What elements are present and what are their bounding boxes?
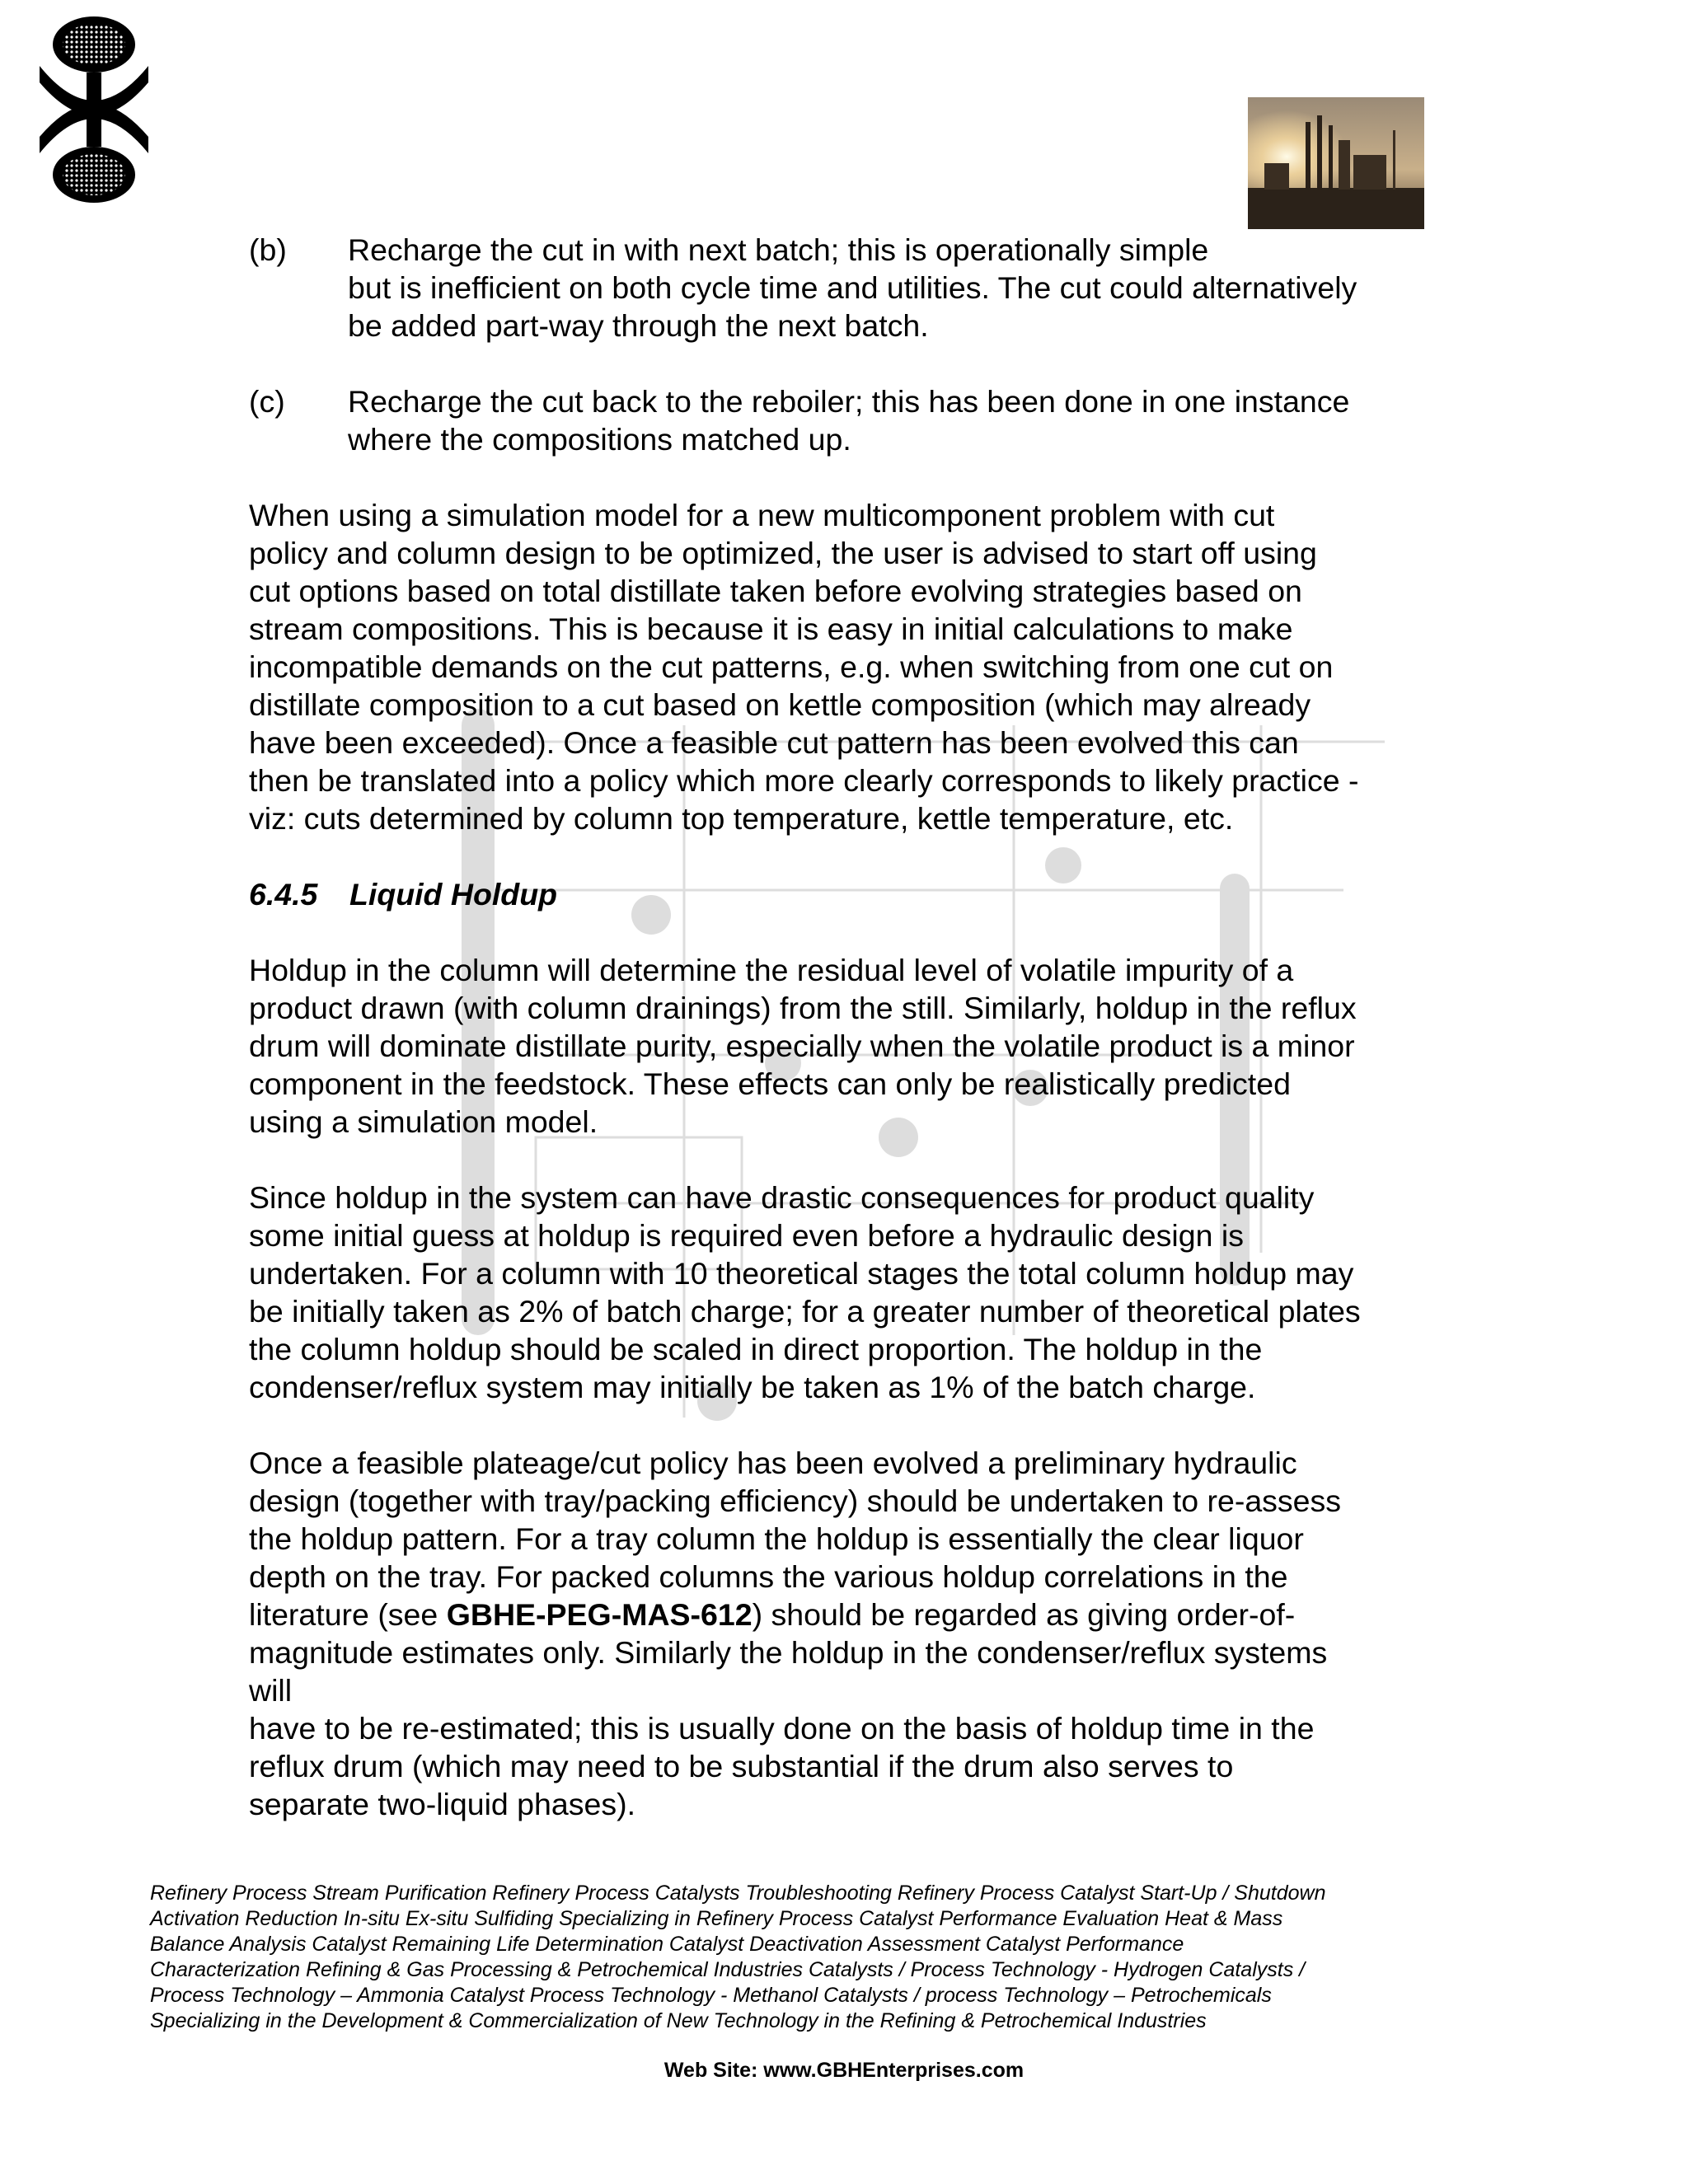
text-line: be added part-way through the next batch. — [348, 308, 929, 343]
text-line: distillate composition to a cut based on kettle composition (which may already — [249, 687, 1311, 722]
text-line: design (together with tray/packing efficiency) should be undertaken to re-assess — [249, 1483, 1342, 1518]
text-line: Once a feasible plateage/cut policy has been evolved a preliminary hydraulic — [249, 1446, 1297, 1480]
text-line: undertaken. For a column with 10 theoretical stages the total column holdup may — [249, 1256, 1354, 1291]
text-line: policy and column design to be optimized, the user is advised to start off using — [249, 536, 1317, 570]
gbh-logo-icon — [35, 15, 153, 204]
section-heading — [249, 875, 1452, 913]
text-line-reference — [249, 1596, 1452, 1633]
footer-services — [150, 1881, 1469, 2034]
text-line: cut options based on total distillate taken before evolving strategies based on — [249, 574, 1302, 608]
text-run: literature (see — [249, 1597, 447, 1632]
list-marker: (b) — [249, 232, 287, 267]
text-line: condenser/reflux system may initially be taken as 1% of the batch charge. — [249, 1370, 1256, 1404]
text-line: be initially taken as 2% of batch charge; for a greater number of theoretical plates — [249, 1294, 1361, 1329]
text-line: magnitude estimates only. Similarly the holdup in the condenser/reflux systems — [249, 1635, 1328, 1670]
paragraph-holdup-intro — [249, 951, 1452, 1141]
paragraph-simulation — [249, 496, 1452, 837]
footer-line: Refinery Process Stream Purification Refinery Process Catalysts Troubleshooting Refinery Process Catalyst Start-Up / Shutdown — [150, 1882, 1326, 1905]
footer-line: Specializing in the Development & Commercialization of New Technology in the Refining & Petrochemical Industries — [150, 2009, 1207, 2032]
text-line: incompatible demands on the cut patterns, e.g. when switching from one cut on — [249, 649, 1334, 684]
text-line: have been exceeded). Once a feasible cut pattern has been evolved this can — [249, 725, 1299, 760]
text-line: Recharge the cut in with next batch; this is operationally simple — [348, 232, 1209, 267]
text-line: some initial guess at holdup is required even before a hydraulic design is — [249, 1218, 1244, 1253]
text-line: component in the feedstock. These effects can only be realistically predicted — [249, 1066, 1291, 1101]
text-line: have to be re-estimated; this is usually done on the basis of holdup time in the — [249, 1711, 1315, 1746]
refinery-sunset-photo — [1248, 97, 1424, 229]
document-reference: GBHE-PEG-MAS-612 — [446, 1597, 753, 1632]
text-line: viz: cuts determined by column top temperature, kettle temperature, etc. — [249, 801, 1234, 836]
text-line: but is inefficient on both cycle time and utilities. The cut could alternatively — [348, 270, 1357, 305]
text-line: depth on the tray. For packed columns the various holdup correlations in the — [249, 1559, 1288, 1594]
text-line: Recharge the cut back to the reboiler; this has been done in one instance — [348, 384, 1350, 419]
text-line: drum will dominate distillate purity, especially when the volatile product is a minor — [249, 1029, 1355, 1063]
paragraph-hydraulic-design — [249, 1444, 1452, 1823]
footer-line: Characterization Refining & Gas Processing & Petrochemical Industries Catalysts / Process Technology - Hydrogen Catalysts / — [150, 1958, 1306, 1981]
text-line: Holdup in the column will determine the residual level of volatile impurity of a — [249, 953, 1294, 987]
text-line: where the compositions matched up. — [348, 422, 851, 457]
list-marker: (c) — [249, 384, 285, 419]
text-line: will — [249, 1673, 293, 1708]
list-item-c — [249, 382, 1452, 458]
text-line: product drawn (with column drainings) from the still. Similarly, holdup in the reflux — [249, 991, 1357, 1025]
section-title: Liquid Holdup — [349, 877, 558, 912]
text-line: then be translated into a policy which more clearly corresponds to likely practice - — [249, 763, 1359, 798]
text-line: the holdup pattern. For a tray column the holdup is essentially the clear liquor — [249, 1521, 1304, 1556]
text-line: When using a simulation model for a new multicomponent problem with cut — [249, 498, 1275, 532]
document-body — [249, 231, 1452, 1823]
footer-line: Activation Reduction In-situ Ex-situ Sulfiding Specializing in Refinery Process Catalyst Performance Evaluation Heat & Mass — [150, 1907, 1283, 1930]
text-line: Since holdup in the system can have drastic consequences for product quality — [249, 1180, 1315, 1215]
text-line: separate two-liquid phases). — [249, 1787, 636, 1821]
website-link[interactable]: Web Site: www.GBHEnterprises.com — [663, 2059, 1025, 2082]
footer-line: Balance Analysis Catalyst Remaining Life Determination Catalyst Deactivation Assessment Catalyst Performance — [150, 1933, 1184, 1956]
list-item-b — [249, 231, 1452, 344]
text-line: the column holdup should be scaled in direct proportion. The holdup in the — [249, 1332, 1263, 1366]
text-line: using a simulation model. — [249, 1104, 598, 1139]
text-run: ) should be regarded as giving order-of- — [752, 1597, 1296, 1632]
text-line: stream compositions. This is because it is easy in initial calculations to make — [249, 612, 1293, 646]
paragraph-holdup-guess — [249, 1179, 1452, 1406]
section-number: 6.4.5 — [249, 877, 318, 912]
text-line: reflux drum (which may need to be substantial if the drum also serves to — [249, 1749, 1234, 1783]
footer-line: Process Technology – Ammonia Catalyst Process Technology - Methanol Catalysts / process Technology – Petrochemicals — [150, 1984, 1272, 2007]
